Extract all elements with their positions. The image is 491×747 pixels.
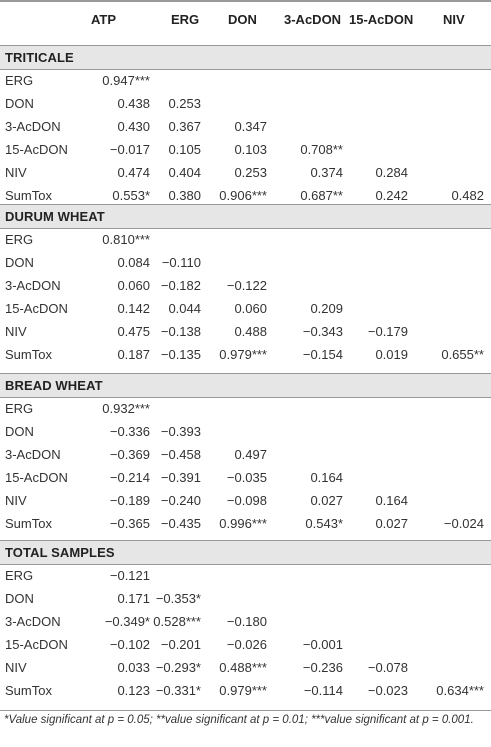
table-cell: 0.027 — [310, 493, 343, 508]
column-header-erg: ERG — [171, 12, 200, 27]
row-label: 15-AcDON — [5, 301, 68, 316]
table-cell: 0.060 — [234, 301, 267, 316]
table-row — [0, 657, 491, 680]
table-cell: 0.979*** — [219, 347, 267, 362]
table-cell: 0.528*** — [153, 614, 201, 629]
table-cell: −0.343 — [302, 324, 343, 339]
table-cell: −0.201 — [160, 637, 201, 652]
row-label: NIV — [5, 165, 27, 180]
table-row — [0, 252, 491, 275]
table-cell: −0.369 — [109, 447, 150, 462]
table-cell: 0.084 — [117, 255, 150, 270]
table-cell: 0.367 — [168, 119, 201, 134]
table-cell: 0.482 — [451, 188, 484, 203]
column-header-atp: ATP — [91, 12, 117, 27]
table-cell: −0.001 — [302, 637, 343, 652]
table-row — [0, 275, 491, 298]
table-cell: −0.240 — [160, 493, 201, 508]
table-cell: 0.708** — [300, 142, 343, 157]
table-row — [0, 344, 491, 367]
table-cell: −0.336 — [109, 424, 150, 439]
section-title: TOTAL SAMPLES — [5, 545, 115, 560]
table-row — [0, 229, 491, 252]
table-row — [0, 444, 491, 467]
table-top-rule — [0, 0, 491, 2]
table-cell: 0.164 — [375, 493, 408, 508]
table-cell: −0.349* — [104, 614, 150, 629]
table-row — [0, 398, 491, 421]
table-cell: 0.475 — [117, 324, 150, 339]
section-header-durum-wheat — [0, 204, 491, 229]
table-cell: 0.242 — [375, 188, 408, 203]
section-title: DURUM WHEAT — [5, 209, 105, 224]
table-cell: −0.035 — [226, 470, 267, 485]
table-cell: 0.404 — [168, 165, 201, 180]
table-cell: −0.182 — [160, 278, 201, 293]
table-cell: −0.026 — [226, 637, 267, 652]
table-cell: 0.947*** — [102, 73, 150, 88]
table-cell: 0.347 — [234, 119, 267, 134]
row-label: 15-AcDON — [5, 142, 68, 157]
column-header-15-acdon: 15-AcDON — [349, 12, 414, 27]
footnote: *Value significant at p = 0.05; **value significant at p = 0.01; ***value significant at p = 0.001. — [4, 714, 474, 726]
table-cell: 0.019 — [375, 347, 408, 362]
row-label: ERG — [5, 232, 34, 247]
column-header-3-acdon: 3-AcDON — [284, 12, 342, 27]
table-cell: −0.135 — [160, 347, 201, 362]
row-label: 15-AcDON — [5, 637, 68, 652]
table-cell: 0.438 — [117, 96, 150, 111]
table-cell: 0.497 — [234, 447, 267, 462]
table-cell: −0.098 — [226, 493, 267, 508]
table-row — [0, 321, 491, 344]
section-title: BREAD WHEAT — [5, 378, 103, 393]
table-cell: 0.810*** — [102, 232, 150, 247]
row-label: NIV — [5, 493, 27, 508]
table-row — [0, 611, 491, 634]
table-cell: 0.171 — [117, 591, 150, 606]
table-cell: −0.110 — [161, 255, 201, 270]
row-label: ERG — [5, 401, 34, 416]
table-cell: 0.932*** — [102, 401, 150, 416]
row-label: 3-AcDON — [5, 278, 61, 293]
table-cell: 0.123 — [117, 683, 150, 698]
column-header-niv: NIV — [443, 12, 465, 27]
table-cell: 0.906*** — [219, 188, 267, 203]
table-row — [0, 421, 491, 444]
table-cell: 0.027 — [375, 516, 408, 531]
table-cell: 0.488 — [234, 324, 267, 339]
section-header-total-samples — [0, 540, 491, 565]
row-label: DON — [5, 255, 34, 270]
table-cell: 0.044 — [168, 301, 201, 316]
table-cell: 0.430 — [117, 119, 150, 134]
table-cell: −0.121 — [109, 568, 150, 583]
table-row — [0, 162, 491, 185]
table-cell: −0.122 — [226, 278, 267, 293]
table-row — [0, 93, 491, 116]
table-row — [0, 116, 491, 139]
table-row — [0, 680, 491, 703]
table-row — [0, 565, 491, 588]
table-cell: 0.253 — [234, 165, 267, 180]
table-cell: −0.458 — [160, 447, 201, 462]
row-label: 15-AcDON — [5, 470, 68, 485]
table-cell: −0.138 — [160, 324, 201, 339]
row-label: NIV — [5, 324, 27, 339]
table-cell: 0.634*** — [436, 683, 484, 698]
table-cell: 0.655** — [441, 347, 484, 362]
table-row — [0, 139, 491, 162]
table-cell: −0.017 — [109, 142, 150, 157]
table-row — [0, 70, 491, 93]
table-cell: −0.024 — [443, 516, 484, 531]
table-cell: 0.284 — [375, 165, 408, 180]
table-cell: −0.365 — [109, 516, 150, 531]
table-cell: −0.179 — [367, 324, 408, 339]
table-cell: −0.331* — [155, 683, 201, 698]
table-cell: −0.391 — [160, 470, 201, 485]
table-cell: 0.103 — [234, 142, 267, 157]
section-title: TRITICALE — [5, 50, 74, 65]
row-label: SumTox — [5, 516, 52, 531]
row-label: SumTox — [5, 683, 52, 698]
table-cell: 0.474 — [117, 165, 150, 180]
table-cell: 0.209 — [310, 301, 343, 316]
row-label: ERG — [5, 568, 34, 583]
table-cell: 0.543* — [305, 516, 343, 531]
table-row — [0, 634, 491, 657]
table-cell: 0.142 — [117, 301, 150, 316]
table-cell: 0.687** — [300, 188, 343, 203]
section-header-triticale — [0, 45, 491, 70]
table-row — [0, 467, 491, 490]
table-cell: 0.187 — [117, 347, 150, 362]
table-cell: −0.353* — [155, 591, 201, 606]
row-label: SumTox — [5, 347, 52, 362]
table-cell: −0.078 — [367, 660, 408, 675]
table-cell: 0.164 — [310, 470, 343, 485]
table-cell: 0.380 — [168, 188, 201, 203]
row-label: ERG — [5, 73, 34, 88]
table-cell: −0.214 — [109, 470, 150, 485]
row-label: DON — [5, 96, 34, 111]
table-cell: −0.023 — [367, 683, 408, 698]
table-row — [0, 490, 491, 513]
table-row — [0, 513, 491, 536]
table-row — [0, 588, 491, 611]
table-cell: 0.374 — [310, 165, 343, 180]
table-cell: −0.189 — [109, 493, 150, 508]
row-label: DON — [5, 424, 34, 439]
table-cell: 0.033 — [117, 660, 150, 675]
table-cell: 0.060 — [117, 278, 150, 293]
table-cell: 0.979*** — [219, 683, 267, 698]
row-label: DON — [5, 591, 34, 606]
row-label: 3-AcDON — [5, 447, 61, 462]
table-cell: 0.996*** — [219, 516, 267, 531]
row-label: SumTox — [5, 188, 52, 203]
table-cell: −0.180 — [226, 614, 267, 629]
row-label: 3-AcDON — [5, 614, 61, 629]
column-header-don: DON — [228, 12, 257, 27]
table-cell: −0.293* — [155, 660, 201, 675]
table-cell: 0.105 — [168, 142, 201, 157]
section-header-bread-wheat — [0, 373, 491, 398]
table-cell: 0.253 — [168, 96, 201, 111]
table-cell: −0.236 — [302, 660, 343, 675]
row-label: 3-AcDON — [5, 119, 61, 134]
table-cell: 0.488*** — [219, 660, 267, 675]
table-cell: −0.435 — [160, 516, 201, 531]
table-cell: −0.393 — [160, 424, 201, 439]
table-cell: −0.102 — [109, 637, 150, 652]
table-cell: −0.154 — [302, 347, 343, 362]
table-row — [0, 298, 491, 321]
table-cell: −0.114 — [303, 683, 343, 698]
table-cell: 0.553* — [112, 188, 150, 203]
table-bottom-rule — [0, 710, 491, 711]
row-label: NIV — [5, 660, 27, 675]
